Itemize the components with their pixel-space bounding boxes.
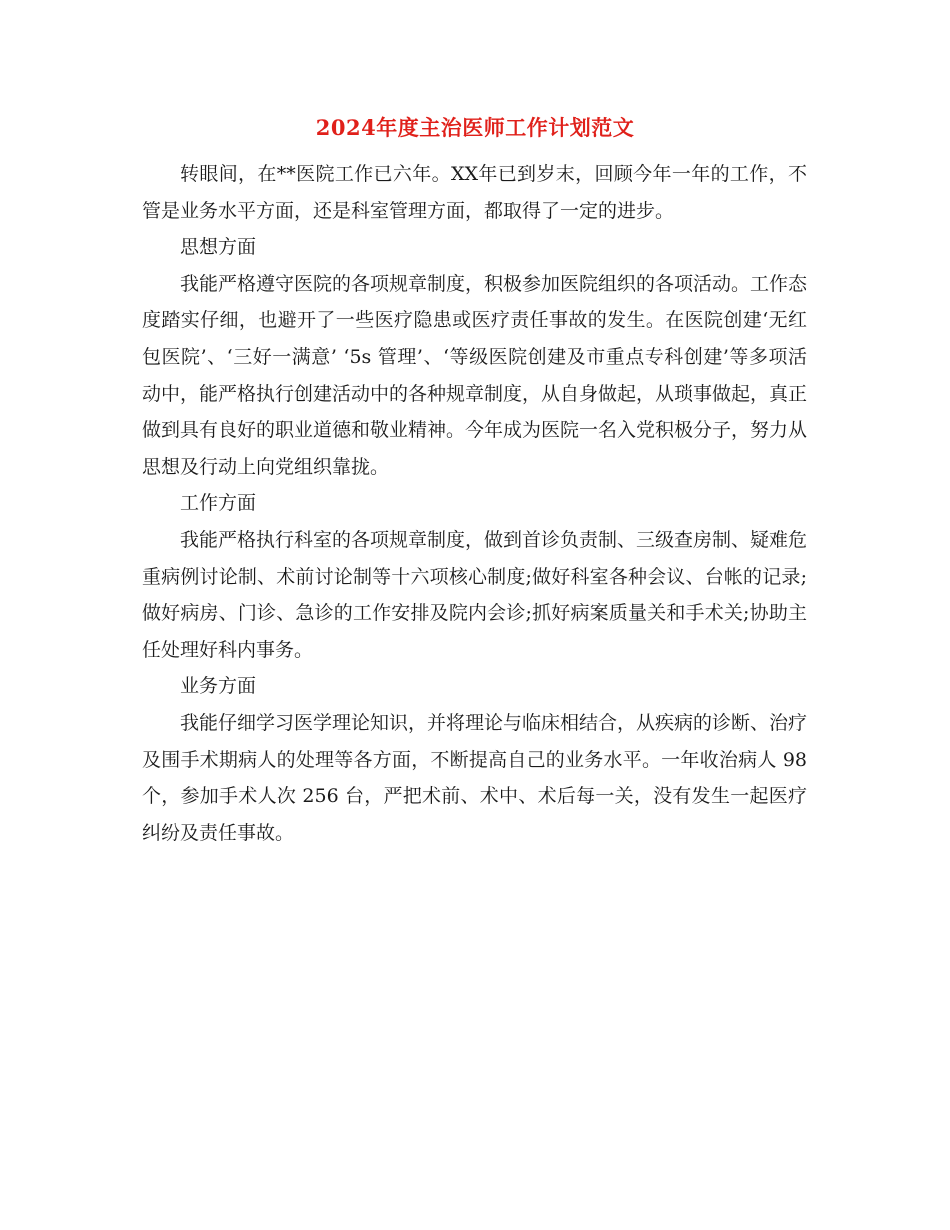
section-heading-business: 业务方面 — [180, 675, 257, 698]
document-body — [142, 156, 807, 851]
paragraph-business: 我能仔细学习医学理论知识，并将理论与临床相结合，从疾病的诊断、治疗及围手术期病人的处理等各方面，不断提高自己的业务水平。一年收治病人 98 个，参加手术人次 256 台，严把术前、术中、术后每一关，没有发生一起医疗纠纷及责任事故。 — [142, 711, 808, 844]
paragraph-intro: 转眼间，在**医院工作已六年。XX年已到岁末，回顾今年一年的工作，不管是业务水平方面，还是科室管理方面，都取得了一定的进步。 — [142, 163, 807, 222]
section-heading-thought: 思想方面 — [180, 236, 257, 259]
document-title: 2024年度主治医师工作计划范文 — [315, 115, 635, 140]
paragraph-thought: 我能严格遵守医院的各项规章制度，积极参加医院组织的各项活动。工作态度踏实仔细，也避开了一些医疗隐患或医疗责任事故的发生。在医院创建‘无红包医院’、‘三好一满意’ ‘5s 管理’、‘等级医院创建及市重点专科创建’等多项活动中，能严格执行创建活动中的各种规章制度，从自身做起，从琐事做起，真正做到具有良好的职业道德和敬业精神。今年成为医院一名入党积极分子，努力从思想及行动上向党组织靠拢。 — [142, 272, 808, 478]
section-heading-work: 工作方面 — [180, 492, 257, 515]
paragraph-work: 我能严格执行科室的各项规章制度，做到首诊负责制、三级查房制、疑难危重病例讨论制、术前讨论制等十六项核心制度;做好科室各种会议、台帐的记录;做好病房、门诊、急诊的工作安排及院内会诊;抓好病案质量关和手术关;协助主任处理好科内事务。 — [142, 528, 808, 661]
